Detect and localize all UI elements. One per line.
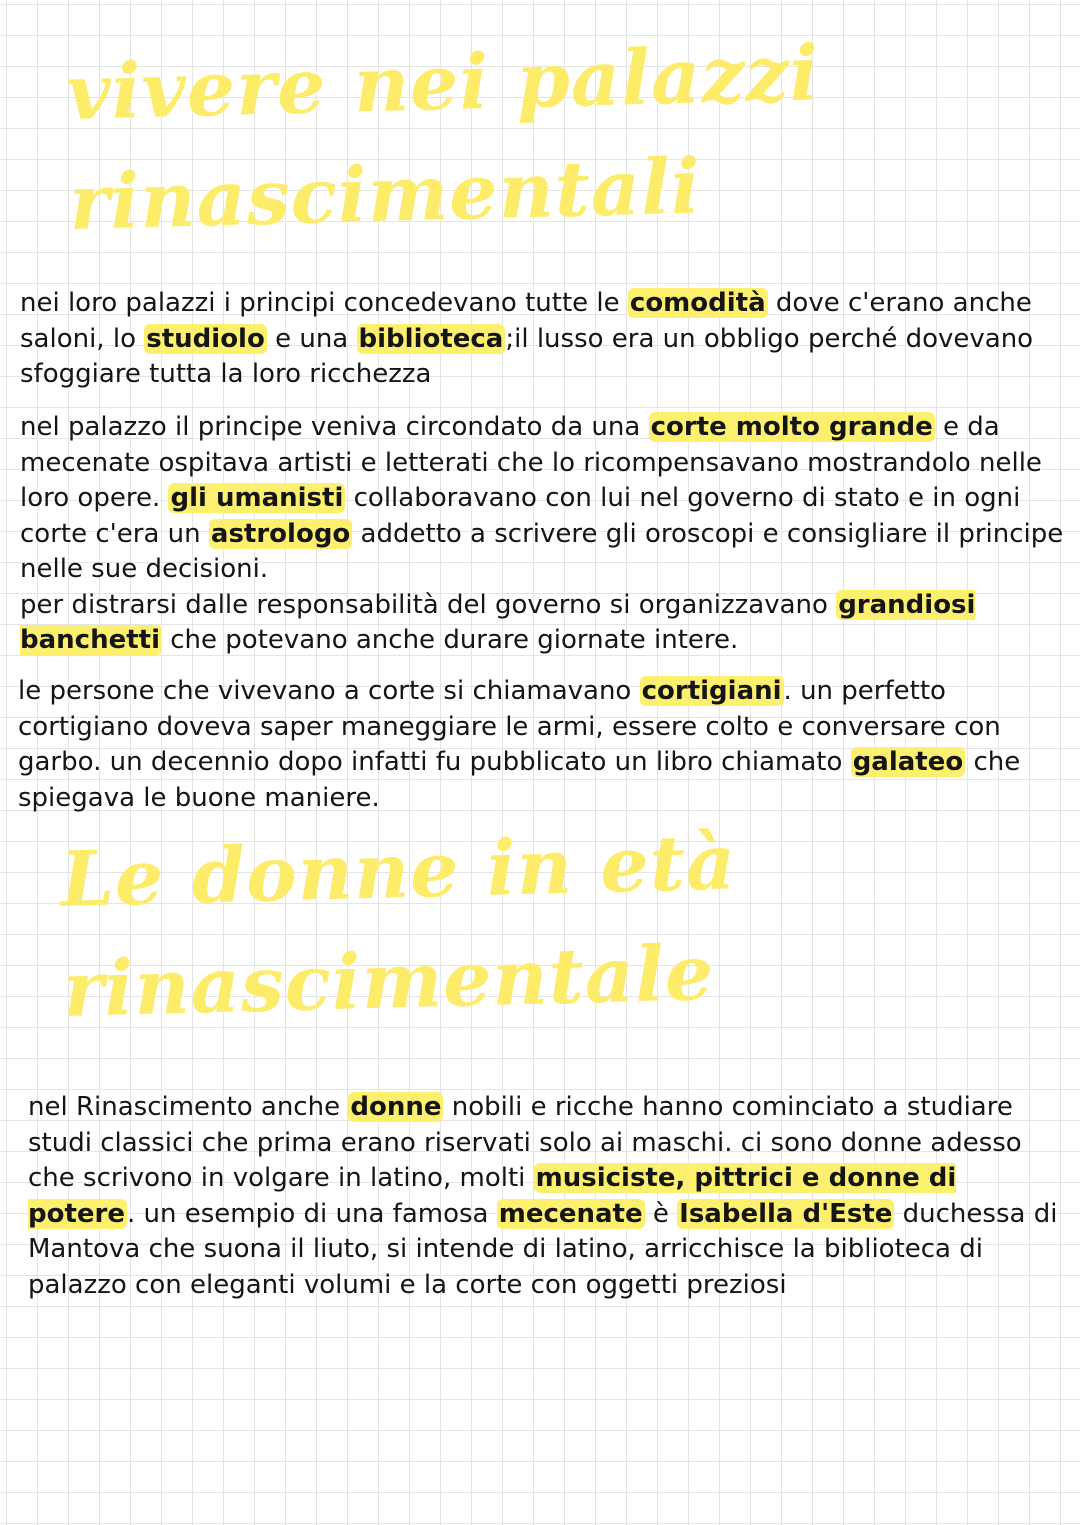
title2-line2: rinascimentale [62, 927, 716, 1034]
text-run: duchessa di Mantova che suona il liuto, si intende di latino, arricchisce la biblioteca di palazzo con eleganti volumi e la corte con oggetti preziosi [28, 1198, 1058, 1300]
highlight-grandiosi-banchetti: grandiosi banchetti [20, 589, 976, 655]
highlight-gli-umanisti: gli umanisti [170, 483, 344, 513]
highlight-galateo: galateo [852, 747, 964, 777]
text-run: . un esempio di una famosa [127, 1198, 497, 1229]
text-run: e da mecenate ospitava artisti e letterati che lo ricompensavano mostrandolo nelle loro opere. [20, 412, 1042, 513]
highlight-corte-molto-grande: corte molto grande [650, 412, 933, 442]
text-run: nel palazzo il principe veniva circondato da una [20, 412, 649, 442]
paragraph-cortigiani [18, 674, 1068, 816]
highlight-astrologo: astrologo [210, 518, 351, 549]
text-run: che potevano anche durare giornate intere. [162, 625, 739, 655]
title2-line1: Le donne in età [59, 817, 738, 925]
highlight-donne: donne [350, 1092, 442, 1122]
highlight-comodita: comodità [629, 288, 766, 318]
text-run: le persone che vivevano a corte si chiamavano [18, 676, 640, 706]
title1-line1: vivere nei palazzi [65, 28, 821, 138]
title1-line2: rinascimentali [68, 141, 702, 247]
text-run: è [644, 1198, 678, 1229]
text-run: nobili e ricche hanno cominciato a studiare studi classici che prima erano riservati solo ai maschi. ci sono donne adesso che scrivono in volgare in latino, molti [28, 1092, 1022, 1193]
highlight-studiolo: studiolo [146, 323, 265, 354]
text-run: addetto a scrivere gli oroscopi e consigliare il principe nelle sue decisioni. [20, 518, 1064, 584]
text-run: e una [266, 323, 357, 354]
title-vivere-nei-palazzi [65, 18, 824, 258]
paragraph-donne [28, 1090, 1063, 1303]
text-run: . un perfetto cortigiano doveva saper maneggiare le armi, essere colto e conversare con garbo. un decennio dopo infatti fu pubblicato un libro chiamato [18, 676, 1001, 777]
highlight-mecenate: mecenate [498, 1198, 643, 1229]
text-run: che spiegava le buone maniere. [18, 747, 1021, 813]
highlight-isabella-deste: Isabella d'Este [679, 1198, 893, 1229]
highlight-biblioteca: biblioteca [358, 323, 504, 354]
title-le-donne [59, 807, 740, 1045]
text-run: dove c'erano anche saloni, lo [20, 288, 1032, 354]
text-run: nei loro palazzi i principi concedevano tutte le [20, 288, 628, 318]
highlight-musiciste: musiciste, pittrici e donne di potere [28, 1163, 957, 1229]
paragraph-palazzi [20, 286, 1065, 393]
highlight-cortigiani: cortigiani [641, 676, 782, 706]
text-run: ;il lusso era un obbligo perché dovevano sfoggiare tutta la loro ricchezza [20, 323, 1034, 389]
text-run: collaboravano con lui nel governo di stato e in ogni corte c'era un [20, 483, 1021, 549]
paragraph-corte [20, 410, 1065, 659]
text-run: per distrarsi dalle responsabilità del governo si organizzavano [20, 589, 837, 620]
text-run: nel Rinascimento anche [28, 1092, 349, 1122]
